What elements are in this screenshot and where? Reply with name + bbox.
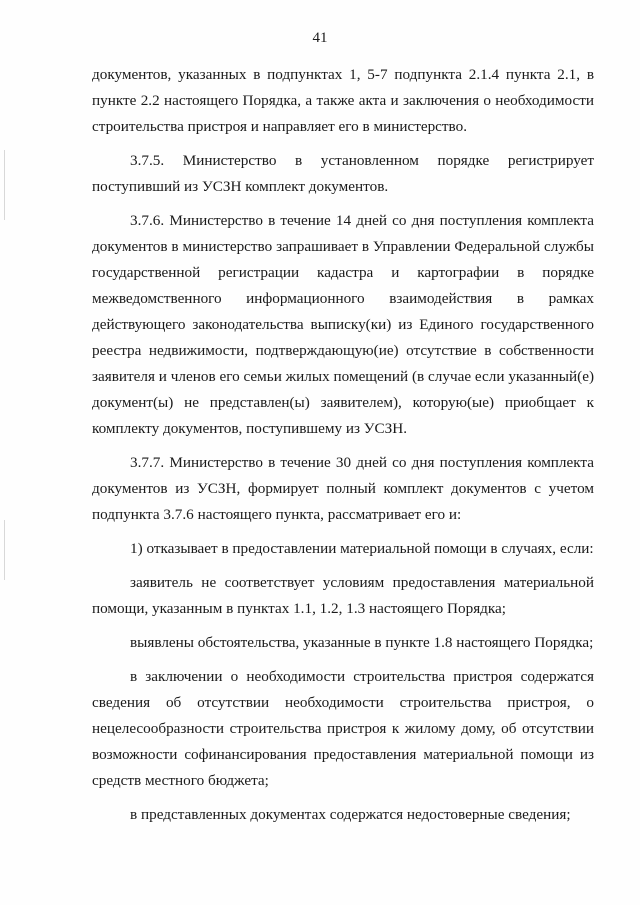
page-number: 41 — [312, 30, 328, 46]
refusal-condition: в заключении о необходимости строительства пристроя содержатся сведения об отсутствии необходимости строительства пристроя, о нецелесообразности строительства пристроя к жилому дому, об отсутствии возможности софинансирования предоставления материальной помощи из средств местного бюджета; — [92, 668, 594, 789]
scan-edge-mark — [4, 150, 5, 220]
scan-edge-mark — [4, 520, 5, 580]
paragraph-3-7-5: 3.7.5. Министерство в установленном порядке регистрирует поступивший из УСЗН комплект документов. — [92, 152, 594, 195]
paragraph-continuation: документов, указанных в подпунктах 1, 5-7 подпункта 2.1.4 пункта 2.1, в пункте 2.2 настоящего Порядка, а также акта и заключения о необходимости строительства пристроя и направляет его в министерство. — [92, 66, 594, 135]
refusal-condition: заявитель не соответствует условиям предоставления материальной помощи, указанным в пунктах 1.1, 1.2, 1.3 настоящего Порядка; — [92, 574, 594, 617]
paragraph-3-7-7: 3.7.7. Министерство в течение 30 дней со дня поступления комплекта документов из УСЗН, формирует полный комплект документов с учетом подпункта 3.7.6 настоящего пункта, рассматривает его и: — [92, 454, 594, 523]
paragraph-3-7-6: 3.7.6. Министерство в течение 14 дней со дня поступления комплекта документов в министерство запрашивает в Управлении Федеральной службы государственной регистрации кадастра и картографии в порядке межведомственного информационного взаимодействия в рамках действующего законодательства выписку(ки) из Единого государственного реестра недвижимости, подтверждающую(ие) отсутствие в собственности заявителя и членов его семьи жилых помещений (в случае если указанный(е) документ(ы) не представлен(ы) заявителем), которую(ые) приобщает к комплекту документов, поступившему из УСЗН. — [92, 212, 594, 437]
list-item-refusal: 1) отказывает в предоставлении материальной помощи в случаях, если: — [130, 540, 594, 557]
refusal-condition: в представленных документах содержатся недостоверные сведения; — [130, 806, 571, 823]
refusal-condition: выявлены обстоятельства, указанные в пункте 1.8 настоящего Порядка; — [130, 634, 594, 651]
document-body — [92, 62, 594, 828]
